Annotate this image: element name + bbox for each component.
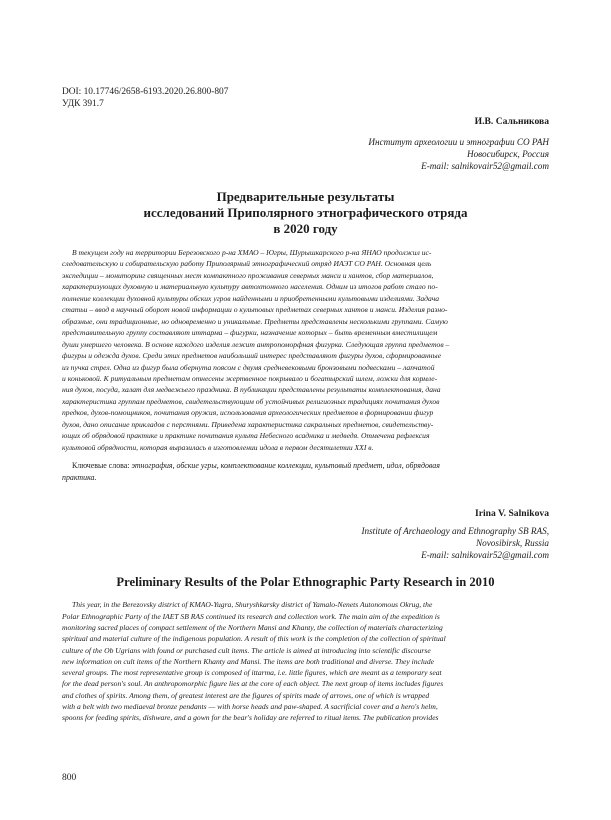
keywords-values: практика.	[62, 472, 97, 482]
abstract-ru-line: ющих об обрядовой практике и практике почитания культа Небесного всадника и медведя. Отмечена рефлексия	[62, 431, 430, 441]
title-ru-line: исследований Приполярного этнографического отряда	[143, 205, 468, 220]
abstract-ru-line: В текущем году на территории Березовского р-на ХМАО – Югры, Шурышкарского р-на ЯНАО продолжил ис-	[72, 248, 432, 257]
abstract-ru-line: фигуры и одежда духов. Среди этих предметов наибольший интерес представляют фигуры духов, сформированные	[62, 351, 442, 361]
title-ru-line: Предварительные результаты	[216, 189, 395, 204]
abstract-ru-line: характеризующих духовную и материальную культуру автохтонного населения. Одним из итогов работ стало по-	[62, 282, 438, 292]
abstract-ru	[62, 247, 549, 453]
abstract-en-line: for the dead person's soul. An anthropomorphic figure lies at the core of each object. The next group of items includes figures	[62, 679, 444, 689]
abstract-en-line: with a belt with two mediaeval bronze pendants — with horse heads and paw-shaped. A sacrificial cover and a hero's helm,	[62, 702, 438, 712]
email-ru: E-mail: salnikovair52@gmail.com	[421, 161, 549, 171]
abstract-ru-line: представительную группу составляют иттарма – фигурки, назначение которых – быть временным вместилищем	[62, 328, 438, 338]
abstract-ru-line: души умершего человека. В основе каждого изделия лежит антропоморфная фигурка. Следующая группа предметов –	[62, 339, 450, 349]
abstract-ru-line: статьи – ввод в научный оборот новой информации о культовых предметах северных хантов и манси. Изделия разно-	[62, 305, 448, 315]
abstract-ru-line: следовательскую и собирательскую работу Приполярный этнографический отряд ИАЭТ СО РАН. Основная цель	[62, 259, 432, 269]
abstract-en-line: spiritual and material culture of the indigenous population. A result of this work is the completion of the collection of spiritual	[62, 634, 446, 644]
author-ru: И.В. Сальникова	[474, 116, 549, 127]
abstract-en-line: This year, in the Berezovsky district of KMAO-Yugra, Shuryshkarsky district of Yamalo-Nenets Autonomous Okrug, the	[72, 600, 433, 610]
abstract-en-line: new information on cult items of the Northern Khanty and Mansi. The items are both traditional and diverse. They include	[62, 656, 434, 666]
abstract-ru-line: ния духов, посуда, халат для медвежьего праздника. В публикации представлены результаты комплектования, дана	[62, 385, 441, 395]
affiliation-en: Institute of Archaeology and Ethnography SB RAS,	[361, 526, 549, 537]
abstract-en-line: spoons for feeding spirits, dishware, and a gown for the bear's holiday are referred to ritual items. The publication provides	[62, 713, 439, 723]
abstract-en-line: Polar Ethnographic Party of the IAET SB RAS continued its research and collection work. The main aim of the expedition is	[62, 611, 440, 621]
title-ru	[62, 189, 549, 237]
title-en: Preliminary Results of the Polar Ethnographic Party Research in 2010	[116, 575, 495, 590]
affiliation-ru: Институт археологии и этнографии СО РАН	[368, 137, 549, 147]
keywords-ru	[62, 460, 549, 483]
abstract-en-line: and clothes of spirits. Among them, of greatest interest are the figures of spirits made of arrows, one of which is wrapped	[62, 690, 430, 700]
abstract-en-line: several groups. The most representative group is composed of ittarma, i.e. little figures, which are meant as a temporary seat	[62, 668, 442, 678]
abstract-ru-line: полнение коллекции духовной культуры обских угров найденными и приобретенными культовыми изделиями. Задача	[62, 293, 440, 303]
keywords-label: Ключевые слова:	[72, 461, 130, 471]
email-en: E-mail: salnikovair52@gmail.com	[421, 550, 549, 561]
abstract-ru-line: экспедиции – мониторинг священных мест компактного проживания северных манси и хантов, сбор материалов,	[62, 270, 434, 280]
abstract-ru-line: характеристика группам предметов, свидетельствующим об устойчивых религиозных традициях почитания духов	[62, 396, 440, 406]
city-ru: Новосибирск, Россия	[466, 149, 549, 159]
doi-line: DOI: 10.17746/2658-6193.2020.26.800-807	[62, 87, 229, 97]
udc-line: УДК 391.7	[62, 99, 104, 109]
abstract-ru-line: духов, дано описание прикладов с перстнями. Приведена характеристика сакральных предметов, свидетельству-	[62, 419, 434, 429]
author-en: Irina V. Salnikova	[474, 508, 549, 520]
abstract-en-line: monitoring sacred places of compact settlement of the Northern Mansi and Khanty, the collection of materials characterizing	[62, 622, 443, 632]
abstract-ru-line: и коньковой. К ритуальным предметам отнесены жертвенное покрывало и богатырский шлем, ложки для кормле-	[62, 373, 438, 383]
abstract-ru-line: образные, они традиционные, но одновременно и уникальные. Предметы представлены несколькими группами. Самую	[62, 316, 448, 326]
keywords-line	[62, 472, 549, 484]
abstract-ru-line: культовой обрядности, которая выразилась в изготовлении идола в первом десятилетии XXI в.	[62, 442, 374, 452]
abstract-en-line: culture of the Ob Ugrians with found or purchased cult items. The article is aimed at introducing into scientific discourse	[62, 645, 431, 655]
keywords-line	[62, 460, 549, 472]
abstract-en	[62, 599, 549, 723]
city-en: Novosibirsk, Russia	[476, 538, 549, 549]
keywords-values: этнография, обские угры, комплектование коллекции, культовый предмет, идол, обрядовая	[131, 461, 440, 471]
abstract-ru-line: из пучка стрел. Одна из фигур была обернута поясом с двумя средневековыми бронзовыми подвесками – лапчатой	[62, 362, 435, 372]
title-ru-line: в 2020 году	[273, 221, 338, 236]
abstract-ru-line: предков, духов-помощников, почитания оружия, использования археологических предметов в формировании фигур	[62, 408, 434, 418]
page-number: 800	[62, 773, 77, 783]
article-page	[62, 86, 549, 724]
